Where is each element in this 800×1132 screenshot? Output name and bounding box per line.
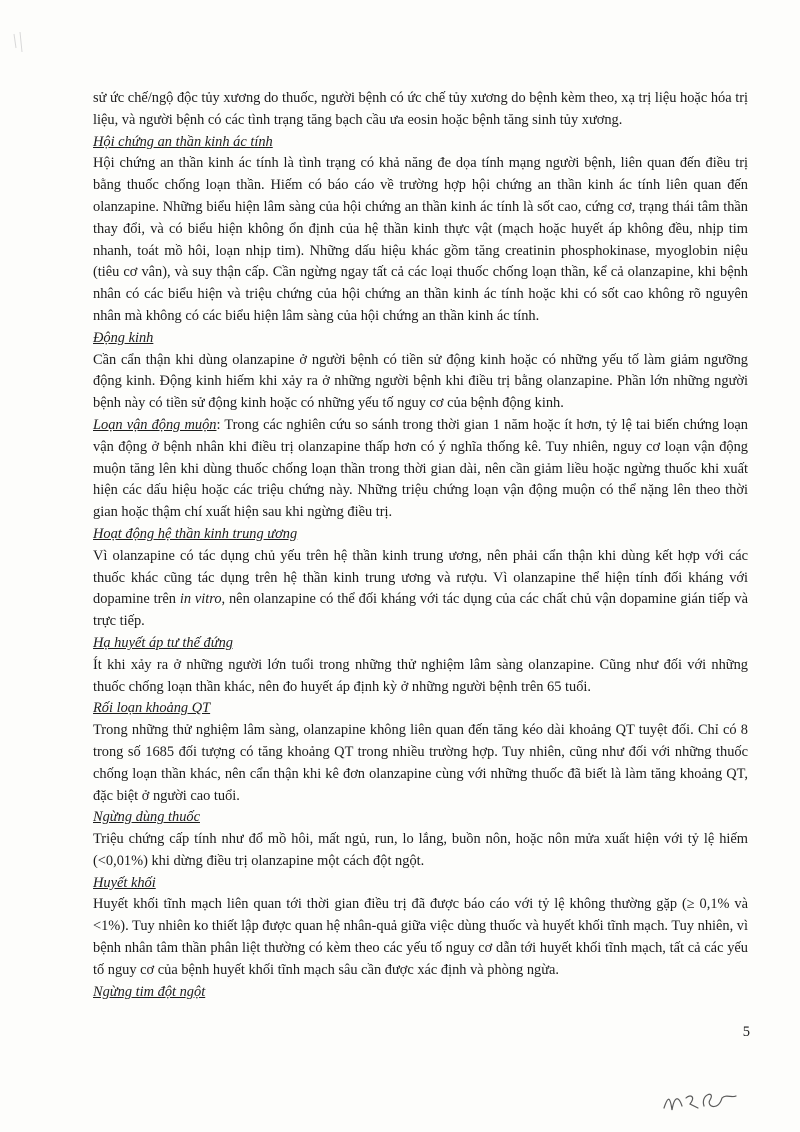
heading-qt-interval: Rối loạn khoảng QT <box>93 700 211 717</box>
heading-nms: Hội chứng an thần kinh ác tính <box>93 133 273 150</box>
tardive-dyskinesia-text: : Trong các nghiên cứu so sánh trong thời gian 1 năm hoặc ít hơn, tỷ lệ tai biến chứng loạn vận động ở bệnh nhân khi điều trị olanzapine thấp hơn có ý nghĩa thống kê. Tuy nhiên, nguy cơ loạn vận động muộn tăng lên khi dùng thuốc chống loạn thần trong thời gian dài, nên cần giảm liều hoặc ngừng thuốc khi xuất hiện các dấu hiệu hoặc các triệu chứng này. Những triệu chứng loạn vận động muộn có thể nặng lên theo thời gian hoặc thậm chí xuất hiện sau khi ngừng điều trị. <box>93 416 748 521</box>
heading-sudden-cardiac-death: Ngừng tim đột ngột <box>93 983 206 1000</box>
paragraph-orthostatic-hypotension: Ít khi xảy ra ở những người lớn tuổi trong những thử nghiệm lâm sàng olanzapine. Cũng như đối với những thuốc chống loạn thần khác, nên đo huyết áp định kỳ ở những người bệnh trên 65 tuổi. <box>93 656 748 695</box>
heading-cns-activity: Hoạt động hệ thần kinh trung ương <box>93 525 298 542</box>
heading-discontinuation: Ngừng dùng thuốc <box>93 809 200 826</box>
paragraph-nms: Hội chứng an thần kinh ác tính là tình trạng có khả năng đe dọa tính mạng người bệnh, liên quan đến điều trị bằng thuốc chống loạn thần. Hiếm có báo cáo về trường hợp hội chứng an thần kinh ác tính liên quan đến olanzapine. Những biểu hiện lâm sàng của hội chứng an thần kinh ác tính là sốt cao, cứng cơ, trạng thái tâm thần thay đổi, và có biểu hiện không ổn định của hệ thần kinh thực vật (mạch hoặc huyết áp không đều, nhịp tim nhanh, toát mồ hôi, loạn nhịp tim). Những dấu hiệu khác gồm tăng creatinin phosphokinase, myoglobin niệu (tiêu cơ vân), và suy thận cấp. Cần ngừng ngay tất cả các loại thuốc chống loạn thần, kể cả olanzapine, khi bệnh nhân có các biểu hiện và triệu chứng của hội chứng an thần kinh ác tính hoặc khi có sốt cao không rõ nguyên nhân mà không có các biểu hiện lâm sàng của hội chứng an thần kinh ác tính. <box>93 155 748 324</box>
paragraph-discontinuation: Triệu chứng cấp tính như đổ mồ hôi, mất ngủ, run, lo lắng, buồn nôn, hoặc nôn mửa xuất hiện với tỷ lệ hiếm (<0,01%) khi dừng điều trị olanzapine một cách đột ngột. <box>93 831 748 869</box>
paragraph-tardive-dyskinesia <box>93 415 748 524</box>
paragraph-thromboembolism: Huyết khối tĩnh mạch liên quan tới thời gian điều trị đã được báo cáo với tỷ lệ không thường gặp (≥ 0,1% và <1%). Tuy nhiên ko thiết lập được quan hệ nhân-quả giữa việc dùng thuốc và huyết khối tĩnh mạch. Tuy nhiên, vì bệnh nhân tâm thần phân liệt thường có kèm theo các yếu tố nguy cơ dẫn tới huyết khối tĩnh mạch, tất cả các yếu tố nguy cơ của bệnh huyết khối tĩnh mạch sâu cần được xác định và phòng ngừa. <box>93 896 748 978</box>
heading-tardive-dyskinesia: Loạn vận động muộn <box>93 416 217 433</box>
paragraph-bone-marrow: sử ức chế/ngộ độc tủy xương do thuốc, người bệnh có ức chế tủy xương do bệnh kèm theo, xạ trị liệu hoặc hóa trị liệu, và người bệnh có các tình trạng tăng bạch cầu ưa eosin hoặc bệnh tăng sinh tủy xương. <box>93 90 748 128</box>
heading-seizures: Động kinh <box>93 329 154 346</box>
cns-text-before: Vì olanzapine có tác dụng chủ yếu trên hệ thần kinh trung ương, nên phải cẩn thận khi dùng kết hợp với các thuốc khác cũng tác dụng trên hệ thần kinh trung ương và rượu. Vì olanzapine thể hiện tính đối kháng với dopamine trên <box>93 547 748 608</box>
paragraph-qt-interval: Trong những thử nghiệm lâm sàng, olanzapine không liên quan đến tăng kéo dài khoảng QT tuyệt đối. Chỉ có 8 trong số 1685 đối tượng có tăng khoảng QT trong nhiều trường hợp. Tuy nhiên, cũng như đối với những thuốc chống loạn thần khác, nên cẩn thận khi kê đơn olanzapine cùng với những thuốc đã biết là làm tăng khoảng QT, đặc biệt ở người cao tuổi. <box>93 722 748 804</box>
paragraph-seizures: Cần cẩn thận khi dùng olanzapine ở người bệnh có tiền sử động kinh hoặc có những yếu tố làm giảm ngưỡng động kinh. Động kinh hiếm khi xảy ra ở những người bệnh khi điều trị bằng olanzapine. Phần lớn những người bệnh này có tiền sử động kinh hoặc có những yếu tố nguy cơ của bệnh động kinh. <box>93 351 748 412</box>
cns-text-italic: in vitro <box>179 591 222 608</box>
scan-mark <box>10 28 30 58</box>
handwritten-signature <box>660 1086 740 1116</box>
page-number: 5 <box>742 1024 750 1040</box>
heading-thromboembolism: Huyết khối <box>93 874 156 891</box>
paragraph-cns-activity <box>93 546 748 633</box>
document-body <box>93 88 748 1003</box>
cns-text-after: , nên olanzapine có thể đối kháng với tác dụng của các chất chủ vận dopamine gián tiếp và trực tiếp. <box>93 591 748 630</box>
heading-orthostatic-hypotension: Hạ huyết áp tư thế đứng <box>93 634 233 651</box>
